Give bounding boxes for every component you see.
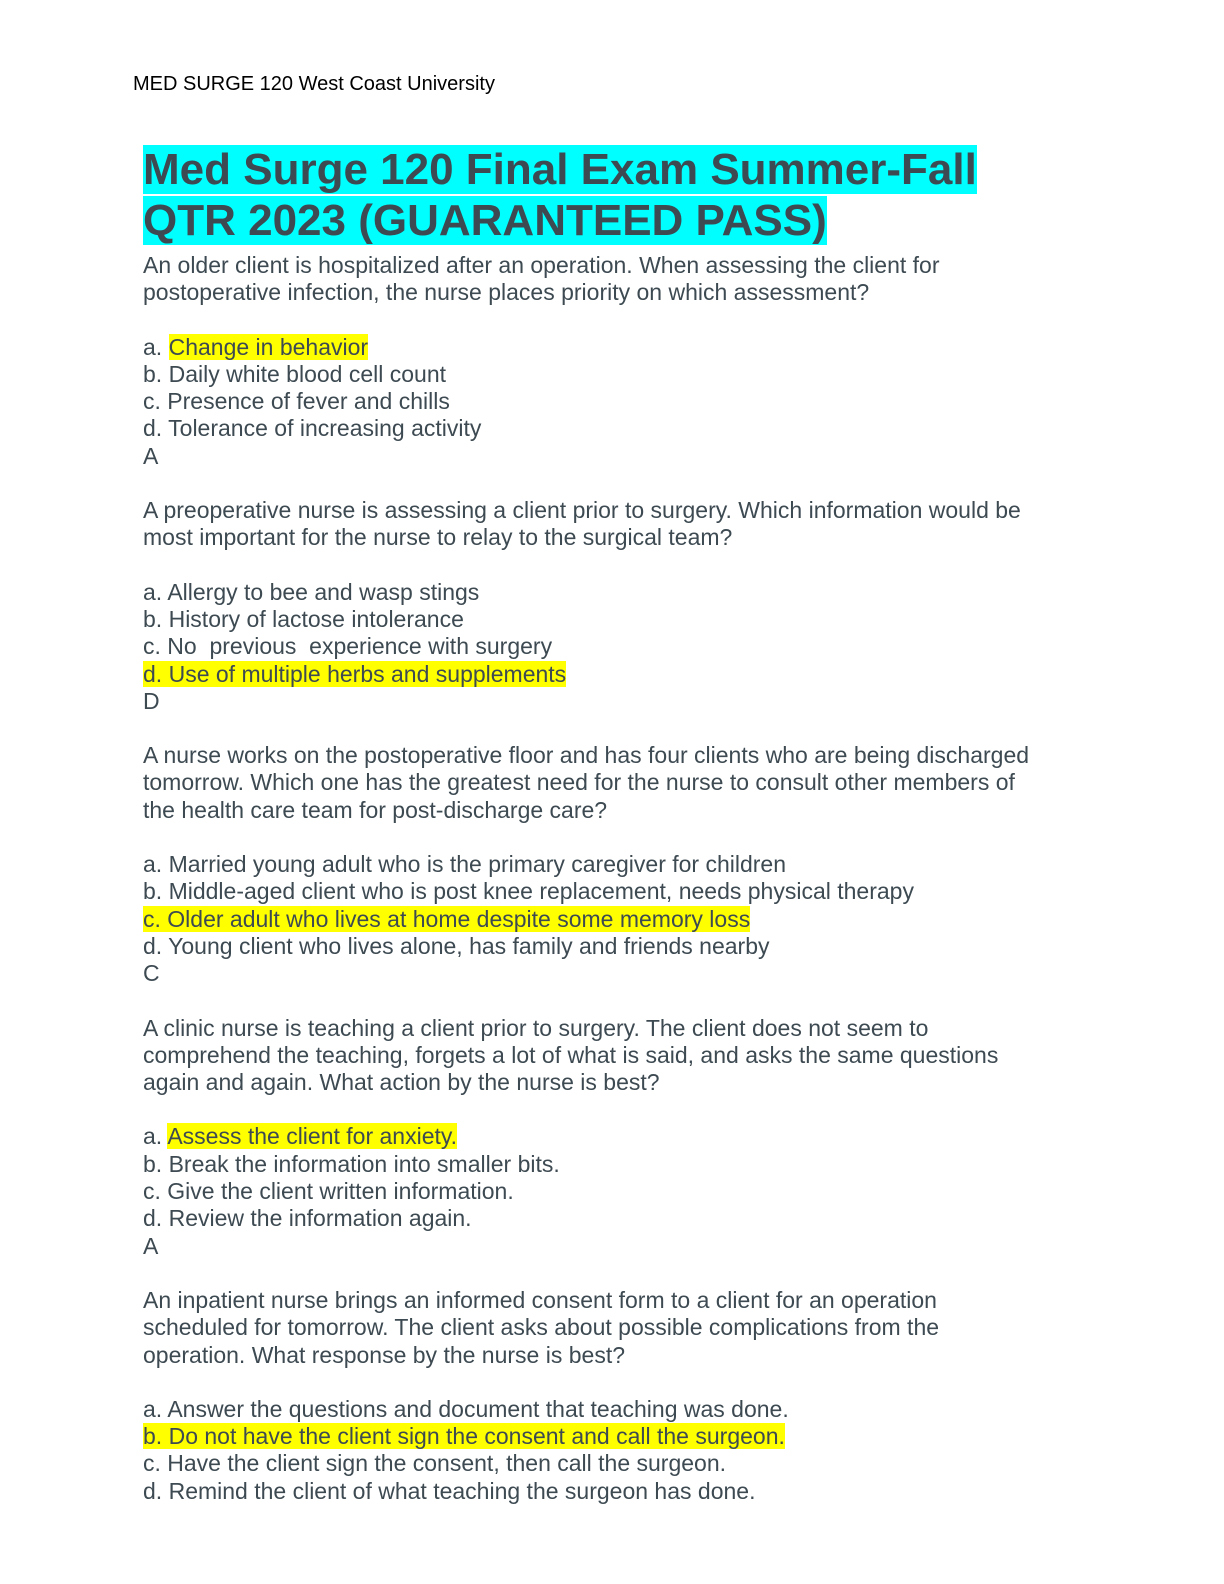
correct-answer-option [143,906,1143,933]
answer-key: C [143,960,160,987]
option-text: Review the information again. [168,1205,472,1232]
question-block [143,1260,1143,1505]
option-letter: c. [143,388,168,415]
option-letter: c. [143,905,168,932]
option-letter: b. [143,1423,169,1450]
option-text: Do not have the client sign the consent and call the surgeon. [168,1423,785,1450]
option-letter: b. [143,1150,169,1177]
option-letter: c. [143,633,168,660]
option-text: Presence of fever and chills [167,388,450,415]
option-letter: d. [143,932,169,959]
correct-answer-option [143,1423,1143,1450]
title-line-2: QTR 2023 (GUARANTEED PASS) [143,196,827,245]
option-text: Answer the questions and document that teaching was done. [167,1395,789,1422]
answer-option [143,1151,1143,1178]
option-letter: b. [143,878,169,905]
answer-option [143,415,1143,442]
question-block [143,252,1143,470]
option-text: Older adult who lives at home despite some memory loss [167,905,751,932]
answer-option [143,1396,1143,1423]
document-title [143,144,1143,246]
correct-answer-option [143,1123,1143,1150]
spacer [143,715,1143,742]
option-letter: d. [143,415,169,442]
option-list [143,1123,1143,1232]
option-text: Allergy to bee and wasp stings [167,578,480,605]
running-header: MED SURGE 120 West Coast University [133,73,495,95]
option-list [143,1396,1143,1505]
answer-option [143,1478,1143,1505]
answer-option [143,1178,1143,1205]
answer-option [143,878,1143,905]
answer-option [143,1205,1143,1232]
option-letter: d. [143,660,169,687]
answer-option [143,388,1143,415]
spacer [143,1260,1143,1287]
question-text: An inpatient nurse brings an informed consent form to a client for an operation scheduled for tomorrow. The client asks about possible complications from the operation. What response by the nurse is best? [143,1286,940,1368]
option-letter: c. [143,1450,168,1477]
option-text: History of lactose intolerance [168,605,464,632]
option-list [143,851,1143,960]
question-block [143,715,1143,987]
option-text: Assess the client for anxiety. [167,1123,458,1150]
option-letter: a. [143,1395,168,1422]
option-letter: a. [143,333,169,360]
question-text: A nurse works on the postoperative floor and has four clients who are being discharged tomorrow. Which one has the greatest need for the nurse to consult other members of the health care team for post-discharge care? [143,742,1030,823]
answer-key: A [143,442,159,469]
answer-option [143,361,1143,388]
option-text: Remind the client of what teaching the surgeon has done. [168,1477,756,1504]
option-list [143,334,1143,443]
title-line-1: Med Surge 120 Final Exam Summer-Fall [143,145,977,194]
spacer [143,470,1143,497]
option-text: Change in behavior [168,333,369,360]
question-block [143,470,1143,715]
option-letter: a. [143,851,169,878]
correct-answer-option [143,334,1143,361]
option-text: Give the client written information. [167,1178,514,1205]
option-letter: d. [143,1477,169,1504]
question-list [143,252,1143,1505]
option-text: Break the information into smaller bits. [168,1150,560,1177]
option-list [143,579,1143,688]
option-text: Married young adult who is the primary caregiver for children [168,851,787,878]
answer-option [143,851,1143,878]
answer-option [143,633,1143,660]
option-text: No previous experience with surgery [167,633,553,660]
question-block [143,988,1143,1260]
option-text: Use of multiple herbs and supplements [168,660,567,687]
spacer [143,988,1143,1015]
question-text: A clinic nurse is teaching a client prior to surgery. The client does not seem to comprehend the teaching, forgets a lot of what is said, and asks the same questions again and again. What action by the nurse is best? [143,1014,999,1096]
question-text: A preoperative nurse is assessing a client prior to surgery. Which information would be most important for the nurse to relay to the surgical team? [143,497,1021,551]
answer-option [143,1450,1143,1477]
answer-key: D [143,687,160,714]
option-text: Young client who lives alone, has family and friends nearby [168,932,770,959]
option-text: Daily white blood cell count [168,360,447,387]
option-letter: a. [143,1123,168,1150]
option-letter: c. [143,1178,168,1205]
option-text: Middle-aged client who is post knee replacement, needs physical therapy [168,878,914,905]
document-body [143,144,1143,1505]
option-text: Tolerance of increasing activity [168,415,482,442]
option-letter: b. [143,605,169,632]
answer-option [143,606,1143,633]
option-letter: d. [143,1205,169,1232]
question-text: An older client is hospitalized after an operation. When assessing the client for postoperative infection, the nurse places priority on which assessment? [143,252,940,306]
option-letter: b. [143,360,169,387]
answer-option [143,579,1143,606]
option-letter: a. [143,578,168,605]
option-text: Have the client sign the consent, then call the surgeon. [167,1450,727,1477]
correct-answer-option [143,661,1143,688]
answer-key: A [143,1232,159,1259]
answer-option [143,933,1143,960]
